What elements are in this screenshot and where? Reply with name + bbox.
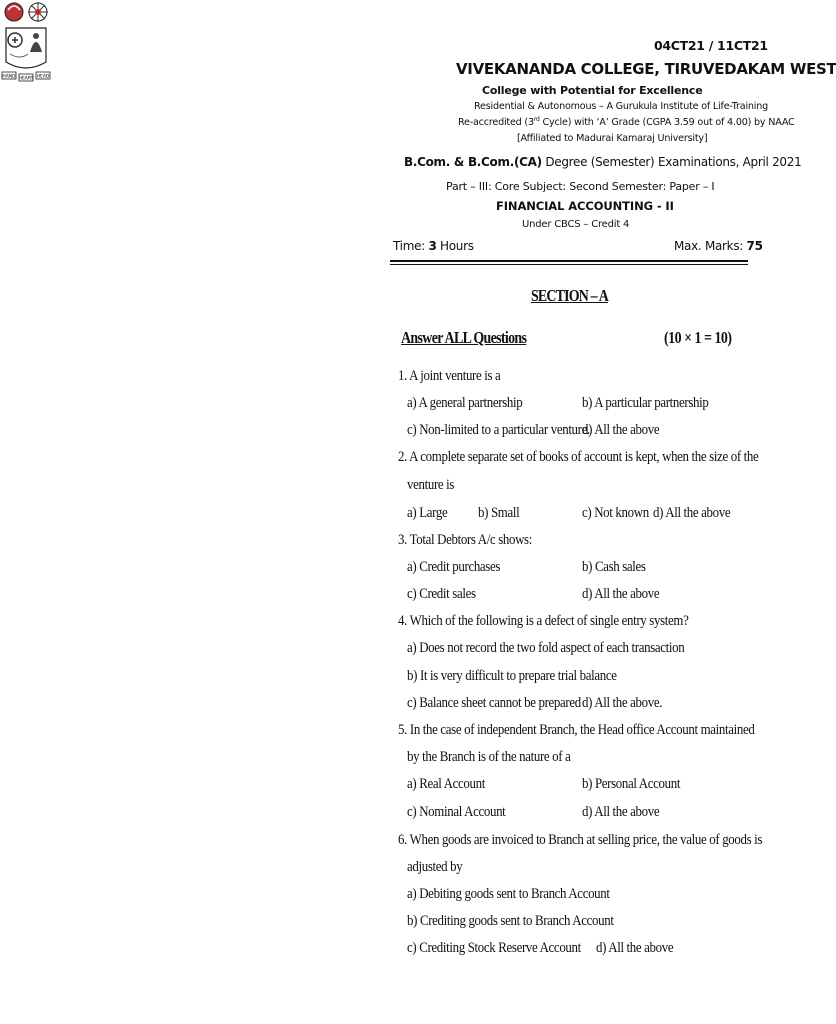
- header-divider: [390, 260, 748, 262]
- option-1b: b) A particular partnership: [582, 395, 709, 411]
- college-tagline: College with Potential for Excellence: [482, 84, 703, 97]
- option-4a: a) Does not record the two fold aspect of each transaction: [407, 640, 685, 656]
- degree-name: B.Com. & B.Com.(CA): [404, 155, 542, 169]
- option-3b: b) Cash sales: [582, 559, 646, 575]
- exam-part: Part – III: Core Subject: Second Semester: Paper – I: [446, 180, 715, 193]
- accreditation-pre: Re-accredited (3: [458, 117, 534, 129]
- section-instruction: Answer ALL Questions: [401, 328, 527, 347]
- option-2d: d) All the above: [653, 505, 731, 521]
- section-title: SECTION – A: [531, 286, 608, 305]
- logo-text-heart: HEART: [18, 76, 34, 82]
- option-2c: c) Not known: [582, 505, 649, 521]
- question-6-cont: adjusted by: [407, 859, 463, 875]
- option-1d: d) All the above: [582, 422, 660, 438]
- college-name: VIVEKANANDA COLLEGE, TIRUVEDAKAM WEST: [456, 60, 836, 78]
- question-3: 3. Total Debtors A/c shows:: [398, 532, 532, 548]
- logo-text-hand: HAND: [2, 74, 16, 80]
- accreditation-post: Cycle) with ‘A’ Grade (CGPA 3.59 out of 4.00) by NAAC: [539, 117, 795, 129]
- option-5b: b) Personal Account: [582, 776, 681, 792]
- option-4c: c) Balance sheet cannot be prepared: [407, 695, 581, 711]
- max-marks: [674, 239, 763, 253]
- marks-value: 75: [746, 239, 763, 253]
- option-6b: b) Crediting goods sent to Branch Account: [407, 913, 614, 929]
- option-3c: c) Credit sales: [407, 586, 476, 602]
- option-3d: d) All the above: [582, 586, 660, 602]
- time-value: 3: [428, 239, 437, 253]
- question-2: 2. A complete separate set of books of account is kept, when the size of the: [398, 449, 759, 465]
- option-5a: a) Real Account: [407, 776, 485, 792]
- time-unit: Hours: [436, 239, 474, 253]
- paper-code: 04CT21 / 11CT21: [654, 38, 768, 53]
- question-1: 1. A joint venture is a: [398, 368, 501, 384]
- question-5: 5. In the case of independent Branch, the Head office Account maintained: [398, 722, 755, 738]
- credit-info: Under CBCS – Credit 4: [522, 219, 630, 230]
- option-2a: a) Large: [407, 505, 448, 521]
- exam-time: [393, 239, 474, 253]
- logo-text-head: HEAD: [36, 74, 50, 80]
- section-score: (10 × 1 = 10): [664, 328, 732, 347]
- question-6: 6. When goods are invoiced to Branch at selling price, the value of goods is: [398, 832, 763, 848]
- option-6a: a) Debiting goods sent to Branch Account: [407, 886, 610, 902]
- option-4b: b) It is very difficult to prepare trial balance: [407, 668, 617, 684]
- option-5c: c) Nominal Account: [407, 804, 506, 820]
- marks-label: Max. Marks:: [674, 239, 747, 253]
- accreditation-sup: rd: [533, 116, 540, 123]
- time-label: Time:: [393, 239, 429, 253]
- institution-description: Residential & Autonomous – A Gurukula Institute of Life-Training: [474, 101, 769, 112]
- option-6d: d) All the above: [596, 940, 674, 956]
- option-1c: c) Non-limited to a particular venture.: [407, 422, 590, 438]
- option-6c: c) Crediting Stock Reserve Account: [407, 940, 581, 956]
- subject-title: FINANCIAL ACCOUNTING - II: [496, 199, 674, 213]
- option-5d: d) All the above: [582, 804, 660, 820]
- option-2b: b) Small: [478, 505, 520, 521]
- affiliation-line: [Affiliated to Madurai Kamaraj University]: [517, 133, 708, 144]
- college-emblem-icon: [0, 0, 52, 86]
- option-3a: a) Credit purchases: [407, 559, 501, 575]
- question-5-cont: by the Branch is of the nature of a: [407, 749, 571, 765]
- question-4: 4. Which of the following is a defect of single entry system?: [398, 613, 689, 629]
- accreditation-line: [458, 116, 795, 128]
- exam-session: Degree (Semester) Examinations, April 2021: [541, 155, 802, 169]
- option-1a: a) A general partnership: [407, 395, 523, 411]
- header-divider-thin: [390, 264, 748, 265]
- option-4d: d) All the above.: [582, 695, 663, 711]
- exam-title: [404, 155, 801, 169]
- question-2-cont: venture is: [407, 477, 455, 493]
